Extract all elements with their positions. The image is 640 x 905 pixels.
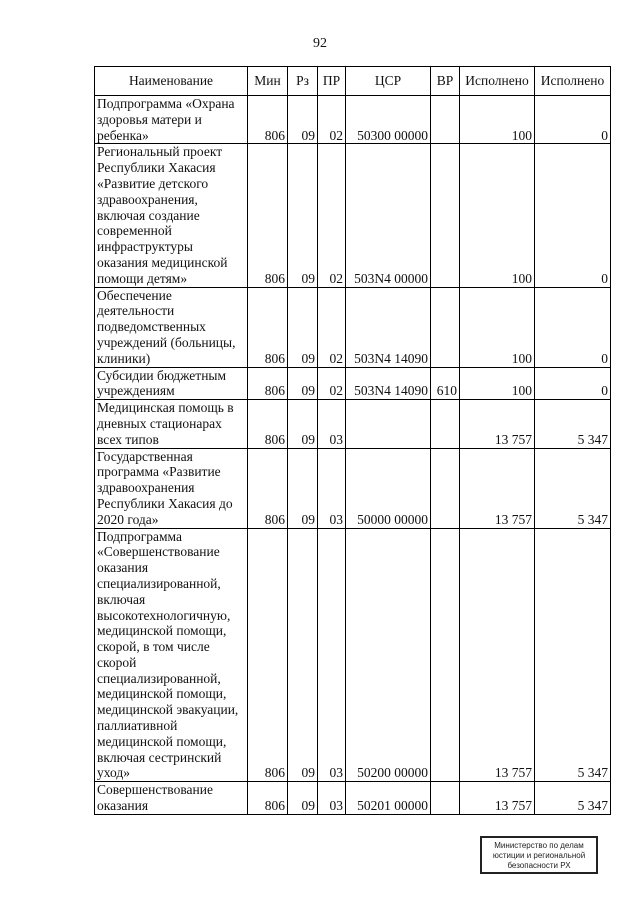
row-rz: 09: [288, 782, 318, 815]
row-executed-1: 100: [460, 287, 535, 367]
table-row: [95, 96, 611, 144]
header-csr: ЦСР: [346, 67, 431, 96]
row-executed-1: 100: [460, 144, 535, 287]
row-min: 806: [248, 400, 288, 448]
row-csr: 50201 00000: [346, 782, 431, 815]
row-executed-2: 5 347: [535, 782, 611, 815]
header-pr: ПР: [318, 67, 346, 96]
row-vr: [431, 528, 460, 782]
row-min: 806: [248, 367, 288, 400]
row-csr: 503N4 00000: [346, 144, 431, 287]
row-rz: 09: [288, 367, 318, 400]
header-executed-1: Исполнено: [460, 67, 535, 96]
row-executed-1: 100: [460, 96, 535, 144]
row-min: 806: [248, 144, 288, 287]
row-rz: 09: [288, 528, 318, 782]
row-executed-2: 0: [535, 96, 611, 144]
row-vr: 610: [431, 367, 460, 400]
header-min: Мин: [248, 67, 288, 96]
table-row: [95, 400, 611, 448]
row-csr: 50200 00000: [346, 528, 431, 782]
table-row: [95, 528, 611, 782]
budget-table: [94, 66, 611, 815]
row-min: 806: [248, 528, 288, 782]
table-row: [95, 287, 611, 367]
row-pr: 03: [318, 448, 346, 528]
row-vr: [431, 144, 460, 287]
row-pr: 02: [318, 367, 346, 400]
table-row: [95, 782, 611, 815]
row-executed-1: 100: [460, 367, 535, 400]
row-name: Субсидии бюджетным учреждениям: [95, 367, 248, 400]
row-rz: 09: [288, 287, 318, 367]
page-number: 92: [313, 36, 327, 51]
row-name: Медицинская помощь в дневных стационарах всех типов: [95, 400, 248, 448]
stamp-line-1: Министерство по делам: [494, 841, 584, 850]
row-min: 806: [248, 287, 288, 367]
row-name: Государственная программа «Развитие здравоохранения Республики Хакасия до 2020 года»: [95, 448, 248, 528]
row-vr: [431, 96, 460, 144]
row-pr: 03: [318, 528, 346, 782]
row-csr: 50300 00000: [346, 96, 431, 144]
row-rz: 09: [288, 448, 318, 528]
row-executed-1: 13 757: [460, 782, 535, 815]
row-rz: 09: [288, 144, 318, 287]
header-vr: ВР: [431, 67, 460, 96]
row-executed-2: 0: [535, 144, 611, 287]
stamp-line-3: безопасности РХ: [507, 861, 571, 870]
row-csr: 503N4 14090: [346, 367, 431, 400]
table-row: [95, 367, 611, 400]
row-vr: [431, 287, 460, 367]
row-name: Подпрограмма «Охрана здоровья матери и ребенка»: [95, 96, 248, 144]
ministry-stamp: [480, 836, 598, 874]
row-vr: [431, 782, 460, 815]
row-name: Региональный проект Республики Хакасия «Развитие детского здравоохранения, включая создание современной инфраструктуры оказания медицинской помощи детям»: [95, 144, 248, 287]
row-csr: 503N4 14090: [346, 287, 431, 367]
row-min: 806: [248, 782, 288, 815]
row-csr: [346, 400, 431, 448]
row-name: Совершенствование оказания: [95, 782, 248, 815]
row-pr: 02: [318, 287, 346, 367]
row-executed-2: 0: [535, 367, 611, 400]
stamp-line-2: юстиции и региональной: [492, 851, 586, 860]
table-row: [95, 144, 611, 287]
row-vr: [431, 448, 460, 528]
row-executed-1: 13 757: [460, 448, 535, 528]
row-min: 806: [248, 448, 288, 528]
row-csr: 50000 00000: [346, 448, 431, 528]
row-vr: [431, 400, 460, 448]
table-row: [95, 448, 611, 528]
row-executed-2: 5 347: [535, 528, 611, 782]
header-rz: Рз: [288, 67, 318, 96]
row-name: Обеспечение деятельности подведомственных учреждений (больницы, клиники): [95, 287, 248, 367]
row-rz: 09: [288, 400, 318, 448]
table-header-row: [95, 67, 611, 96]
row-rz: 09: [288, 96, 318, 144]
row-executed-1: 13 757: [460, 528, 535, 782]
row-executed-2: 5 347: [535, 448, 611, 528]
header-name: Наименование: [95, 67, 248, 96]
row-pr: 02: [318, 144, 346, 287]
row-pr: 03: [318, 782, 346, 815]
row-min: 806: [248, 96, 288, 144]
row-name: Подпрограмма «Совершенствование оказания специализированной, включая высокотехнологичную, медицинской помощи, скорой, в том числе скорой специализированной, медицинской помощи, медицинской эвакуации, паллиативной медицинской помощи, включая сестринский уход»: [95, 528, 248, 782]
row-executed-2: 5 347: [535, 400, 611, 448]
row-executed-1: 13 757: [460, 400, 535, 448]
row-pr: 02: [318, 96, 346, 144]
row-executed-2: 0: [535, 287, 611, 367]
row-pr: 03: [318, 400, 346, 448]
header-executed-2: Исполнено: [535, 67, 611, 96]
